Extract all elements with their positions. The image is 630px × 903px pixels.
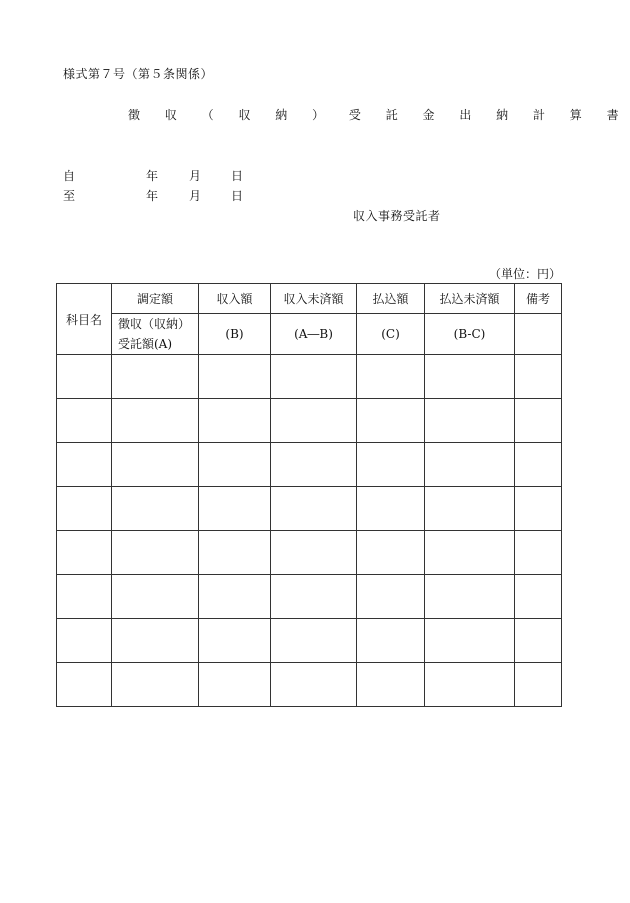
cell-paid-in[interactable] — [357, 575, 425, 619]
col-assessed-subheader — [112, 314, 199, 355]
cell-received[interactable] — [199, 487, 271, 531]
col-paid-in-header: 払込額 — [357, 284, 425, 314]
cell-subject[interactable] — [57, 663, 112, 707]
ledger-body — [57, 355, 562, 707]
cell-paid-in[interactable] — [357, 399, 425, 443]
table-row — [57, 399, 562, 443]
cell-paid-in[interactable] — [357, 619, 425, 663]
cell-unreceived[interactable] — [271, 531, 357, 575]
cell-remarks[interactable] — [515, 663, 562, 707]
cell-received[interactable] — [199, 663, 271, 707]
cell-assessed[interactable] — [112, 619, 199, 663]
cell-unreceived[interactable] — [271, 487, 357, 531]
table-row — [57, 575, 562, 619]
cell-remarks[interactable] — [515, 443, 562, 487]
cell-received[interactable] — [199, 443, 271, 487]
cell-subject[interactable] — [57, 619, 112, 663]
cell-unreceived[interactable] — [271, 399, 357, 443]
cell-assessed[interactable] — [112, 399, 199, 443]
cell-paid-in[interactable] — [357, 487, 425, 531]
cell-unpaid[interactable] — [425, 663, 515, 707]
ledger-table — [56, 283, 562, 707]
header-row — [57, 284, 562, 314]
cell-paid-in[interactable] — [357, 663, 425, 707]
cell-received[interactable] — [199, 575, 271, 619]
col-unpaid-header: 払込未済額 — [425, 284, 515, 314]
cell-unpaid[interactable] — [425, 531, 515, 575]
period-from-month-label: 月 — [189, 169, 202, 183]
cell-received[interactable] — [199, 531, 271, 575]
cell-paid-in[interactable] — [357, 355, 425, 399]
cell-remarks[interactable] — [515, 487, 562, 531]
cell-paid-in[interactable] — [357, 531, 425, 575]
unit-note: （単位：円） — [489, 267, 562, 281]
consignee-label: 収入事務受託者 — [353, 209, 441, 223]
cell-assessed[interactable] — [112, 487, 199, 531]
cell-unpaid[interactable] — [425, 619, 515, 663]
cell-unpaid[interactable] — [425, 399, 515, 443]
period-to-month-label: 月 — [189, 189, 202, 203]
col-subject-header: 科目名 — [57, 284, 112, 355]
form-number: 様式第７号（第５条関係） — [63, 67, 214, 81]
table-row — [57, 443, 562, 487]
cell-unpaid[interactable] — [425, 575, 515, 619]
cell-received[interactable] — [199, 355, 271, 399]
cell-subject[interactable] — [57, 575, 112, 619]
cell-paid-in[interactable] — [357, 443, 425, 487]
col-unreceived-subheader: (A―B) — [271, 314, 357, 355]
col-remarks-header: 備考 — [515, 284, 562, 314]
cell-unreceived[interactable] — [271, 663, 357, 707]
col-paid-in-subheader: (C) — [357, 314, 425, 355]
cell-subject[interactable] — [57, 443, 112, 487]
cell-unreceived[interactable] — [271, 575, 357, 619]
subheader-row — [57, 314, 562, 355]
col-unpaid-subheader: (B-C) — [425, 314, 515, 355]
cell-assessed[interactable] — [112, 443, 199, 487]
table-row — [57, 663, 562, 707]
cell-remarks[interactable] — [515, 531, 562, 575]
period-from-label: 自 — [63, 169, 76, 183]
cell-subject[interactable] — [57, 399, 112, 443]
cell-assessed[interactable] — [112, 355, 199, 399]
assessed-sub-line2: 受託額(A) — [118, 337, 173, 351]
cell-assessed[interactable] — [112, 663, 199, 707]
cell-received[interactable] — [199, 619, 271, 663]
cell-subject[interactable] — [57, 355, 112, 399]
col-unreceived-header: 収入未済額 — [271, 284, 357, 314]
cell-unpaid[interactable] — [425, 355, 515, 399]
cell-unpaid[interactable] — [425, 487, 515, 531]
cell-remarks[interactable] — [515, 619, 562, 663]
period-to-day-label: 日 — [231, 189, 244, 203]
cell-subject[interactable] — [57, 531, 112, 575]
table-row — [57, 619, 562, 663]
period-to-year-label: 年 — [146, 189, 159, 203]
cell-unpaid[interactable] — [425, 443, 515, 487]
document-title: 徴 収 （ 収 納 ） 受 託 金 出 納 計 算 書 — [128, 108, 630, 122]
period-to-label: 至 — [63, 189, 76, 203]
col-assessed-header: 調定額 — [112, 284, 199, 314]
period-from-year-label: 年 — [146, 169, 159, 183]
cell-unreceived[interactable] — [271, 355, 357, 399]
cell-remarks[interactable] — [515, 575, 562, 619]
cell-remarks[interactable] — [515, 399, 562, 443]
cell-received[interactable] — [199, 399, 271, 443]
assessed-sub-line1: 徴収（収納） — [118, 317, 191, 331]
table-row — [57, 355, 562, 399]
cell-unreceived[interactable] — [271, 443, 357, 487]
table-row — [57, 531, 562, 575]
col-received-subheader: (B) — [199, 314, 271, 355]
cell-assessed[interactable] — [112, 575, 199, 619]
col-received-header: 収入額 — [199, 284, 271, 314]
period-from-day-label: 日 — [231, 169, 244, 183]
cell-remarks[interactable] — [515, 355, 562, 399]
table-row — [57, 487, 562, 531]
cell-unreceived[interactable] — [271, 619, 357, 663]
cell-subject[interactable] — [57, 487, 112, 531]
cell-assessed[interactable] — [112, 531, 199, 575]
col-remarks-subheader — [515, 314, 562, 355]
